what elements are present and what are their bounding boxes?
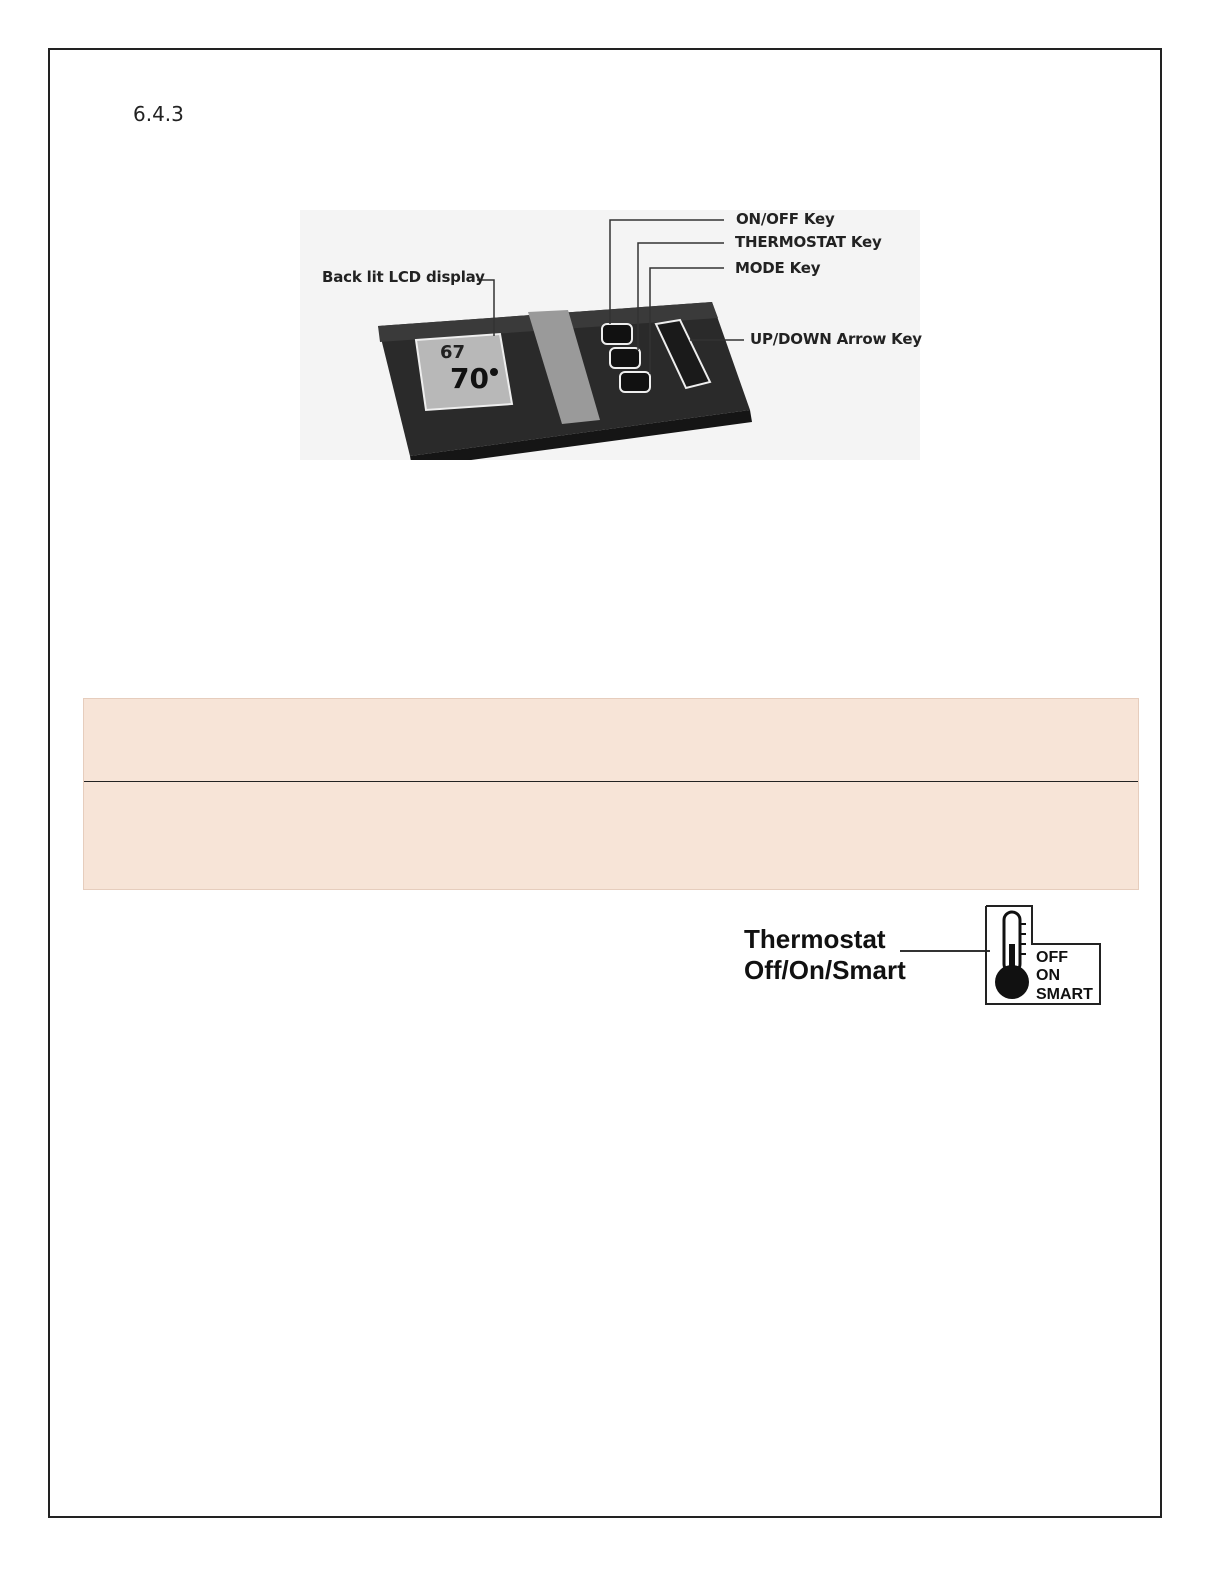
callout-arrows: UP/DOWN Arrow Key	[750, 330, 922, 348]
mode-on: ON	[1036, 967, 1060, 984]
thermostat-label	[744, 924, 906, 986]
table-divider	[84, 781, 1138, 782]
section-number: 6.4.3	[133, 102, 184, 126]
callout-lcd: Back lit LCD display	[322, 268, 485, 286]
thermostat-leader-line	[900, 950, 990, 952]
thermostat-button	[610, 348, 640, 368]
callout-thermostat: THERMOSTAT Key	[735, 233, 882, 251]
mode-smart: SMART	[1036, 986, 1093, 1003]
thermostat-label-line1: Thermostat	[744, 924, 886, 954]
thermostat-label-line2: Off/On/Smart	[744, 955, 906, 985]
info-table	[83, 698, 1139, 890]
mode-button	[620, 372, 650, 392]
callout-on-off: ON/OFF Key	[736, 210, 835, 228]
lcd-room-temp: 67	[440, 342, 466, 363]
thermometer-icon	[982, 904, 1104, 1008]
on-off-button	[602, 324, 632, 344]
callout-mode: MODE Key	[735, 259, 821, 277]
lcd-set-temp: 70	[450, 362, 489, 395]
mode-off: OFF	[1036, 949, 1068, 966]
